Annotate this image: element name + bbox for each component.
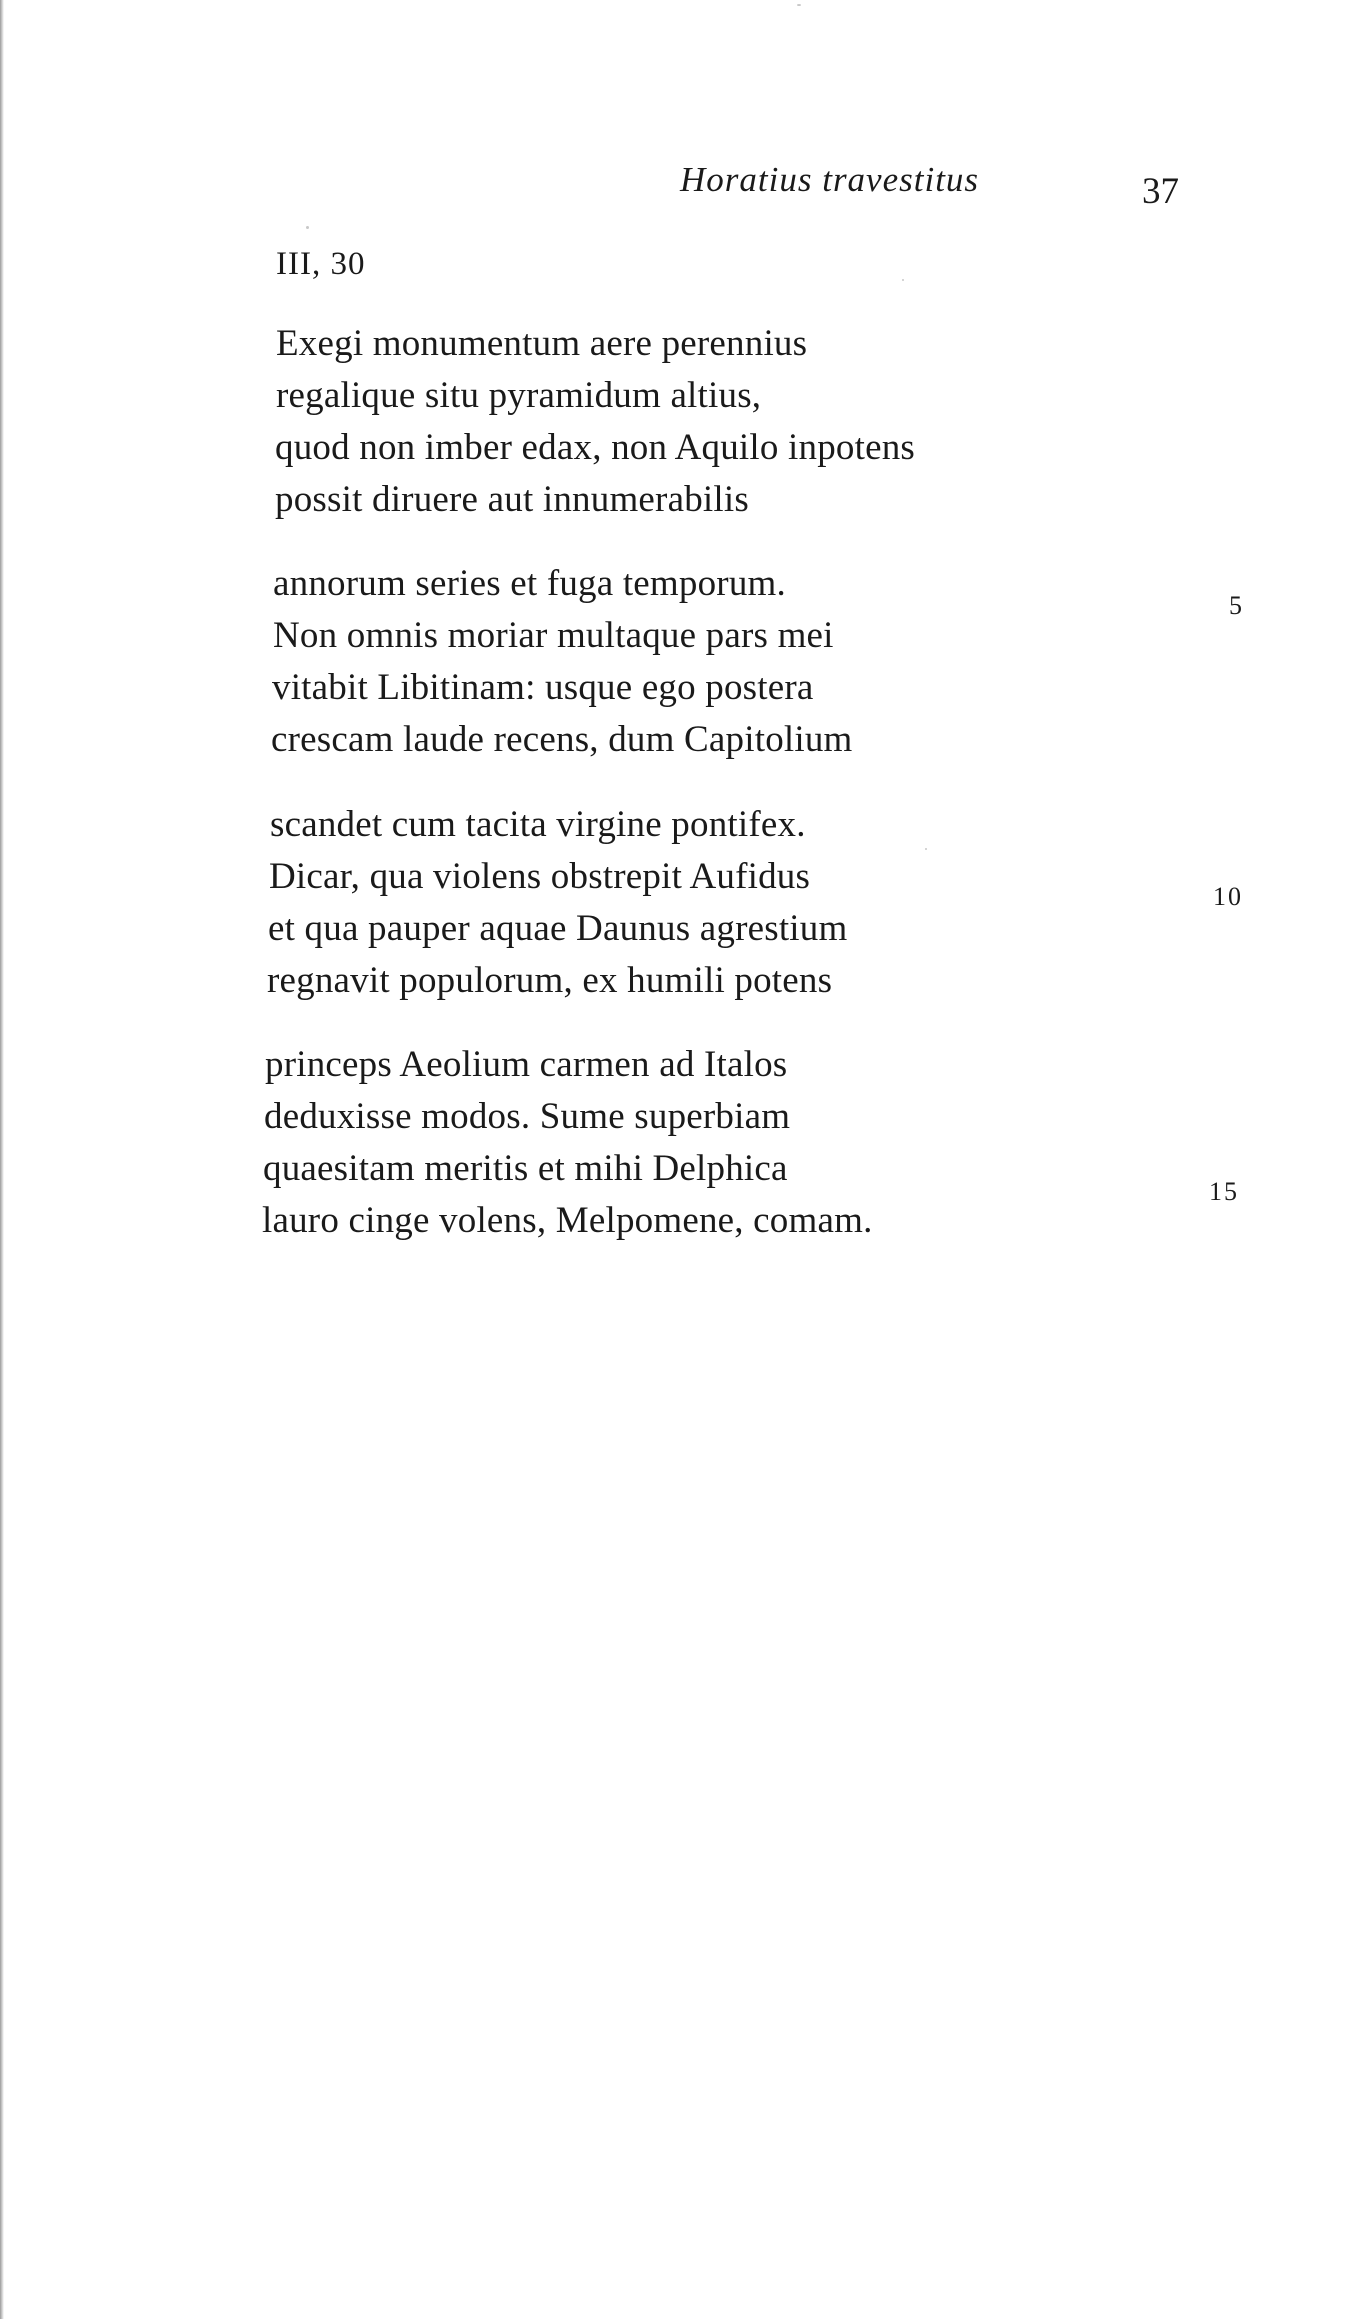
scan-speck: [902, 279, 904, 281]
poem-number: III, 30: [276, 246, 366, 282]
verse-line-3: quod non imber edax, non Aquilo inpotens: [275, 427, 916, 468]
verse-line-5: annorum series et fuga temporum.: [273, 563, 786, 604]
verse-line-14: deduxisse modos. Sume superbiam: [264, 1096, 791, 1137]
verse-line-4: possit diruere aut innumerabilis: [275, 479, 749, 520]
verse-line-10: Dicar, qua violens obstrepit Aufidus: [269, 856, 811, 897]
verse-line-1: Exegi monumentum aere perennius: [276, 323, 808, 364]
verse-line-6: Non omnis moriar multaque pars mei: [273, 615, 834, 656]
verse-line-8: crescam laude recens, dum Capitolium: [271, 719, 853, 760]
verse-line-15: quaesitam meritis et mihi Delphica: [263, 1148, 788, 1189]
verse-line-16: lauro cinge volens, Melpomene, comam.: [262, 1200, 873, 1241]
verse-line-7: vitabit Libitinam: usque ego postera: [272, 667, 814, 708]
verse-line-9: scandet cum tacita virgine pontifex.: [270, 804, 806, 845]
line-number-15: 15: [1209, 1177, 1239, 1206]
verse-line-11: et qua pauper aquae Daunus agrestium: [268, 908, 848, 949]
scan-speck: [306, 226, 309, 229]
running-head: Horatius travestitus: [680, 160, 980, 199]
line-number-10: 10: [1213, 882, 1243, 911]
verse-line-13: princeps Aeolium carmen ad Italos: [265, 1044, 788, 1085]
scan-speck: [797, 4, 801, 6]
page-number: 37: [1142, 171, 1179, 212]
line-number-5: 5: [1229, 591, 1244, 620]
verse-line-12: regnavit populorum, ex humili potens: [267, 960, 833, 1001]
verse-line-2: regalique situ pyramidum altius,: [276, 375, 762, 416]
page-edge: [0, 0, 4, 2319]
scan-speck: [925, 848, 927, 850]
